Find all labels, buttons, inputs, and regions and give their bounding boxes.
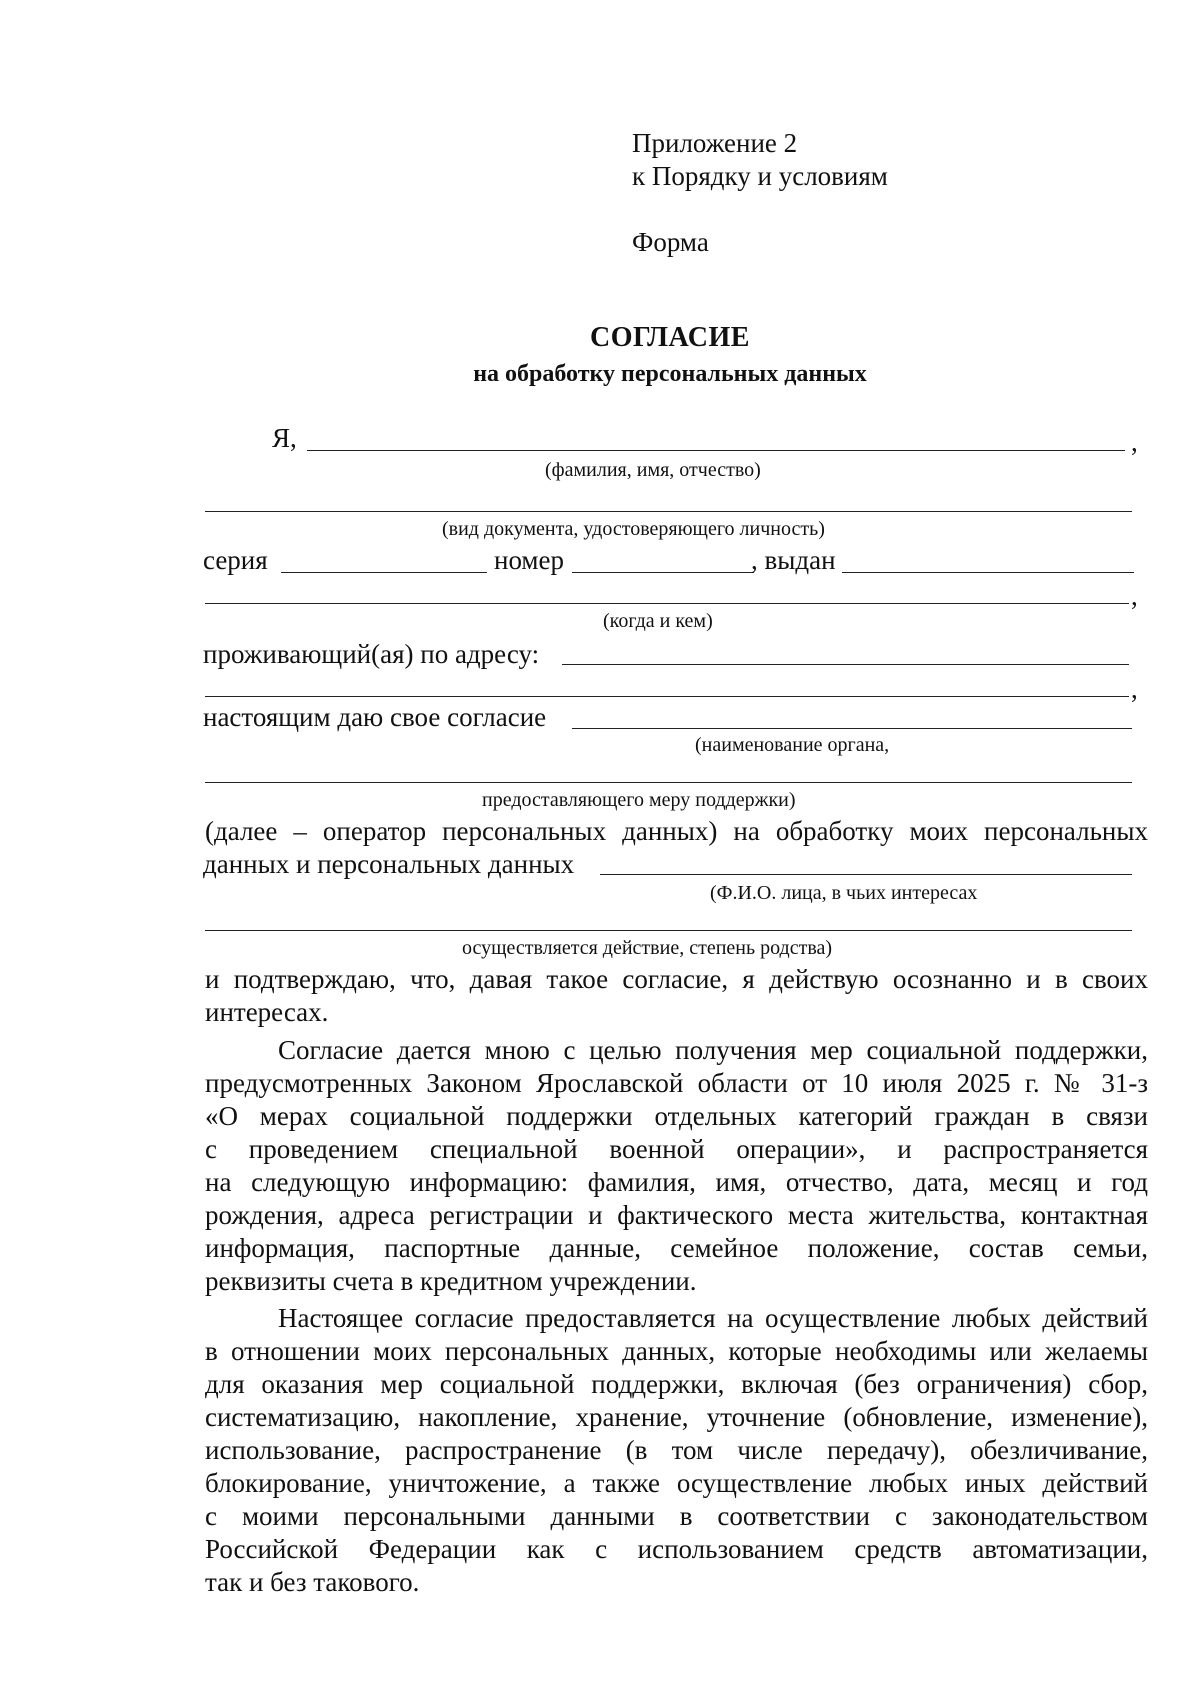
number-label: номер — [494, 545, 565, 575]
para1-line-1: Согласие дается мною с целью получения мер социальной поддержки, — [278, 1035, 1148, 1065]
fio-comma: , — [1131, 427, 1138, 457]
address-label: проживающий(ая) по адресу: — [203, 639, 540, 669]
para2-line-1: Настоящее согласие предоставляется на осуществление любых действий — [278, 1303, 1148, 1333]
para1-line-4: с проведением специальной военной операции», и распространяется — [205, 1134, 1148, 1164]
data-label: данных и персональных данных — [203, 849, 575, 879]
organ-caption-1: (наименование органа, — [695, 734, 890, 756]
appendix-label: Приложение 2 — [632, 128, 798, 158]
issued-when-input-line[interactable] — [205, 603, 1129, 604]
para2-line-6: блокирование, уничтожение, а также осуществление любых иных действий — [205, 1468, 1148, 1498]
para2-line-7: с моими персональными данными в соответствии с законодательством — [205, 1501, 1148, 1531]
series-input-line[interactable] — [281, 572, 487, 573]
address-input-line-1[interactable] — [562, 664, 1129, 665]
confirm-line-1: и подтверждаю, что, давая такое согласие, я действую осознанно и в своих — [205, 964, 1148, 994]
when-by-caption: (когда и кем) — [603, 610, 713, 632]
i-label: Я, — [272, 423, 297, 453]
issued-comma: , — [1131, 581, 1138, 611]
document-title: СОГЛАСИЕ — [590, 322, 750, 353]
organ-input-line-1[interactable] — [572, 728, 1132, 729]
organ-input-line-2[interactable] — [205, 782, 1132, 783]
consent-label: настоящим даю свое согласие — [203, 702, 547, 732]
address-input-line-2[interactable] — [205, 696, 1129, 697]
series-label: серия — [203, 545, 268, 575]
fio-caption: (фамилия, имя, отчество) — [545, 459, 761, 481]
issued-input-line[interactable] — [842, 572, 1134, 573]
document-type-caption: (вид документа, удостоверяющего личность) — [442, 518, 825, 540]
operator-line: (далее – оператор персональных данных) на обработку моих персональных — [205, 816, 1148, 846]
para2-line-9: так и без такового. — [205, 1567, 420, 1597]
fio-interest-input-line-1[interactable] — [600, 874, 1132, 875]
para2-line-8: Российской Федерации как с использованием средств автоматизации, — [205, 1534, 1148, 1564]
organ-caption-2: предоставляющего меру поддержки) — [482, 789, 796, 811]
fio-interest-input-line-2[interactable] — [205, 930, 1132, 931]
fio-interest-caption-1: (Ф.И.О. лица, в чьих интересах — [710, 882, 978, 904]
appendix-to-label: к Порядку и условиям — [632, 161, 888, 191]
fio-input-line[interactable] — [307, 450, 1125, 451]
document-subtitle: на обработку персональных данных — [473, 361, 867, 387]
address-comma: , — [1131, 674, 1138, 704]
document-type-input-line[interactable] — [205, 511, 1132, 512]
fio-interest-caption-2: осуществляется действие, степень родства) — [462, 937, 833, 959]
para1-line-5: на следующую информацию: фамилия, имя, отчество, дата, месяц и год — [205, 1167, 1148, 1197]
para2-line-2: в отношении моих персональных данных, которые необходимы или желаемы — [205, 1336, 1148, 1366]
para2-line-3: для оказания мер социальной поддержки, включая (без ограничения) сбор, — [205, 1369, 1148, 1399]
para1-line-2: предусмотренных Законом Ярославской области от 10 июля 2025 г. № 31-з — [205, 1068, 1148, 1098]
para1-line-3: «О мерах социальной поддержки отдельных категорий граждан в связи — [205, 1101, 1148, 1131]
issued-label: , выдан — [751, 545, 836, 575]
confirm-line-2: интересах. — [205, 997, 329, 1027]
para2-line-4: систематизацию, накопление, хранение, уточнение (обновление, изменение), — [205, 1402, 1148, 1432]
para1-line-7: информация, паспортные данные, семейное положение, состав семьи, — [205, 1233, 1148, 1263]
para2-line-5: использование, распространение (в том числе передачу), обезличивание, — [205, 1435, 1148, 1465]
para1-line-6: рождения, адреса регистрации и фактического места жительства, контактная — [205, 1200, 1148, 1230]
form-label: Форма — [632, 227, 709, 257]
para1-line-8: реквизиты счета в кредитном учреждении. — [205, 1266, 697, 1296]
number-input-line[interactable] — [572, 572, 754, 573]
